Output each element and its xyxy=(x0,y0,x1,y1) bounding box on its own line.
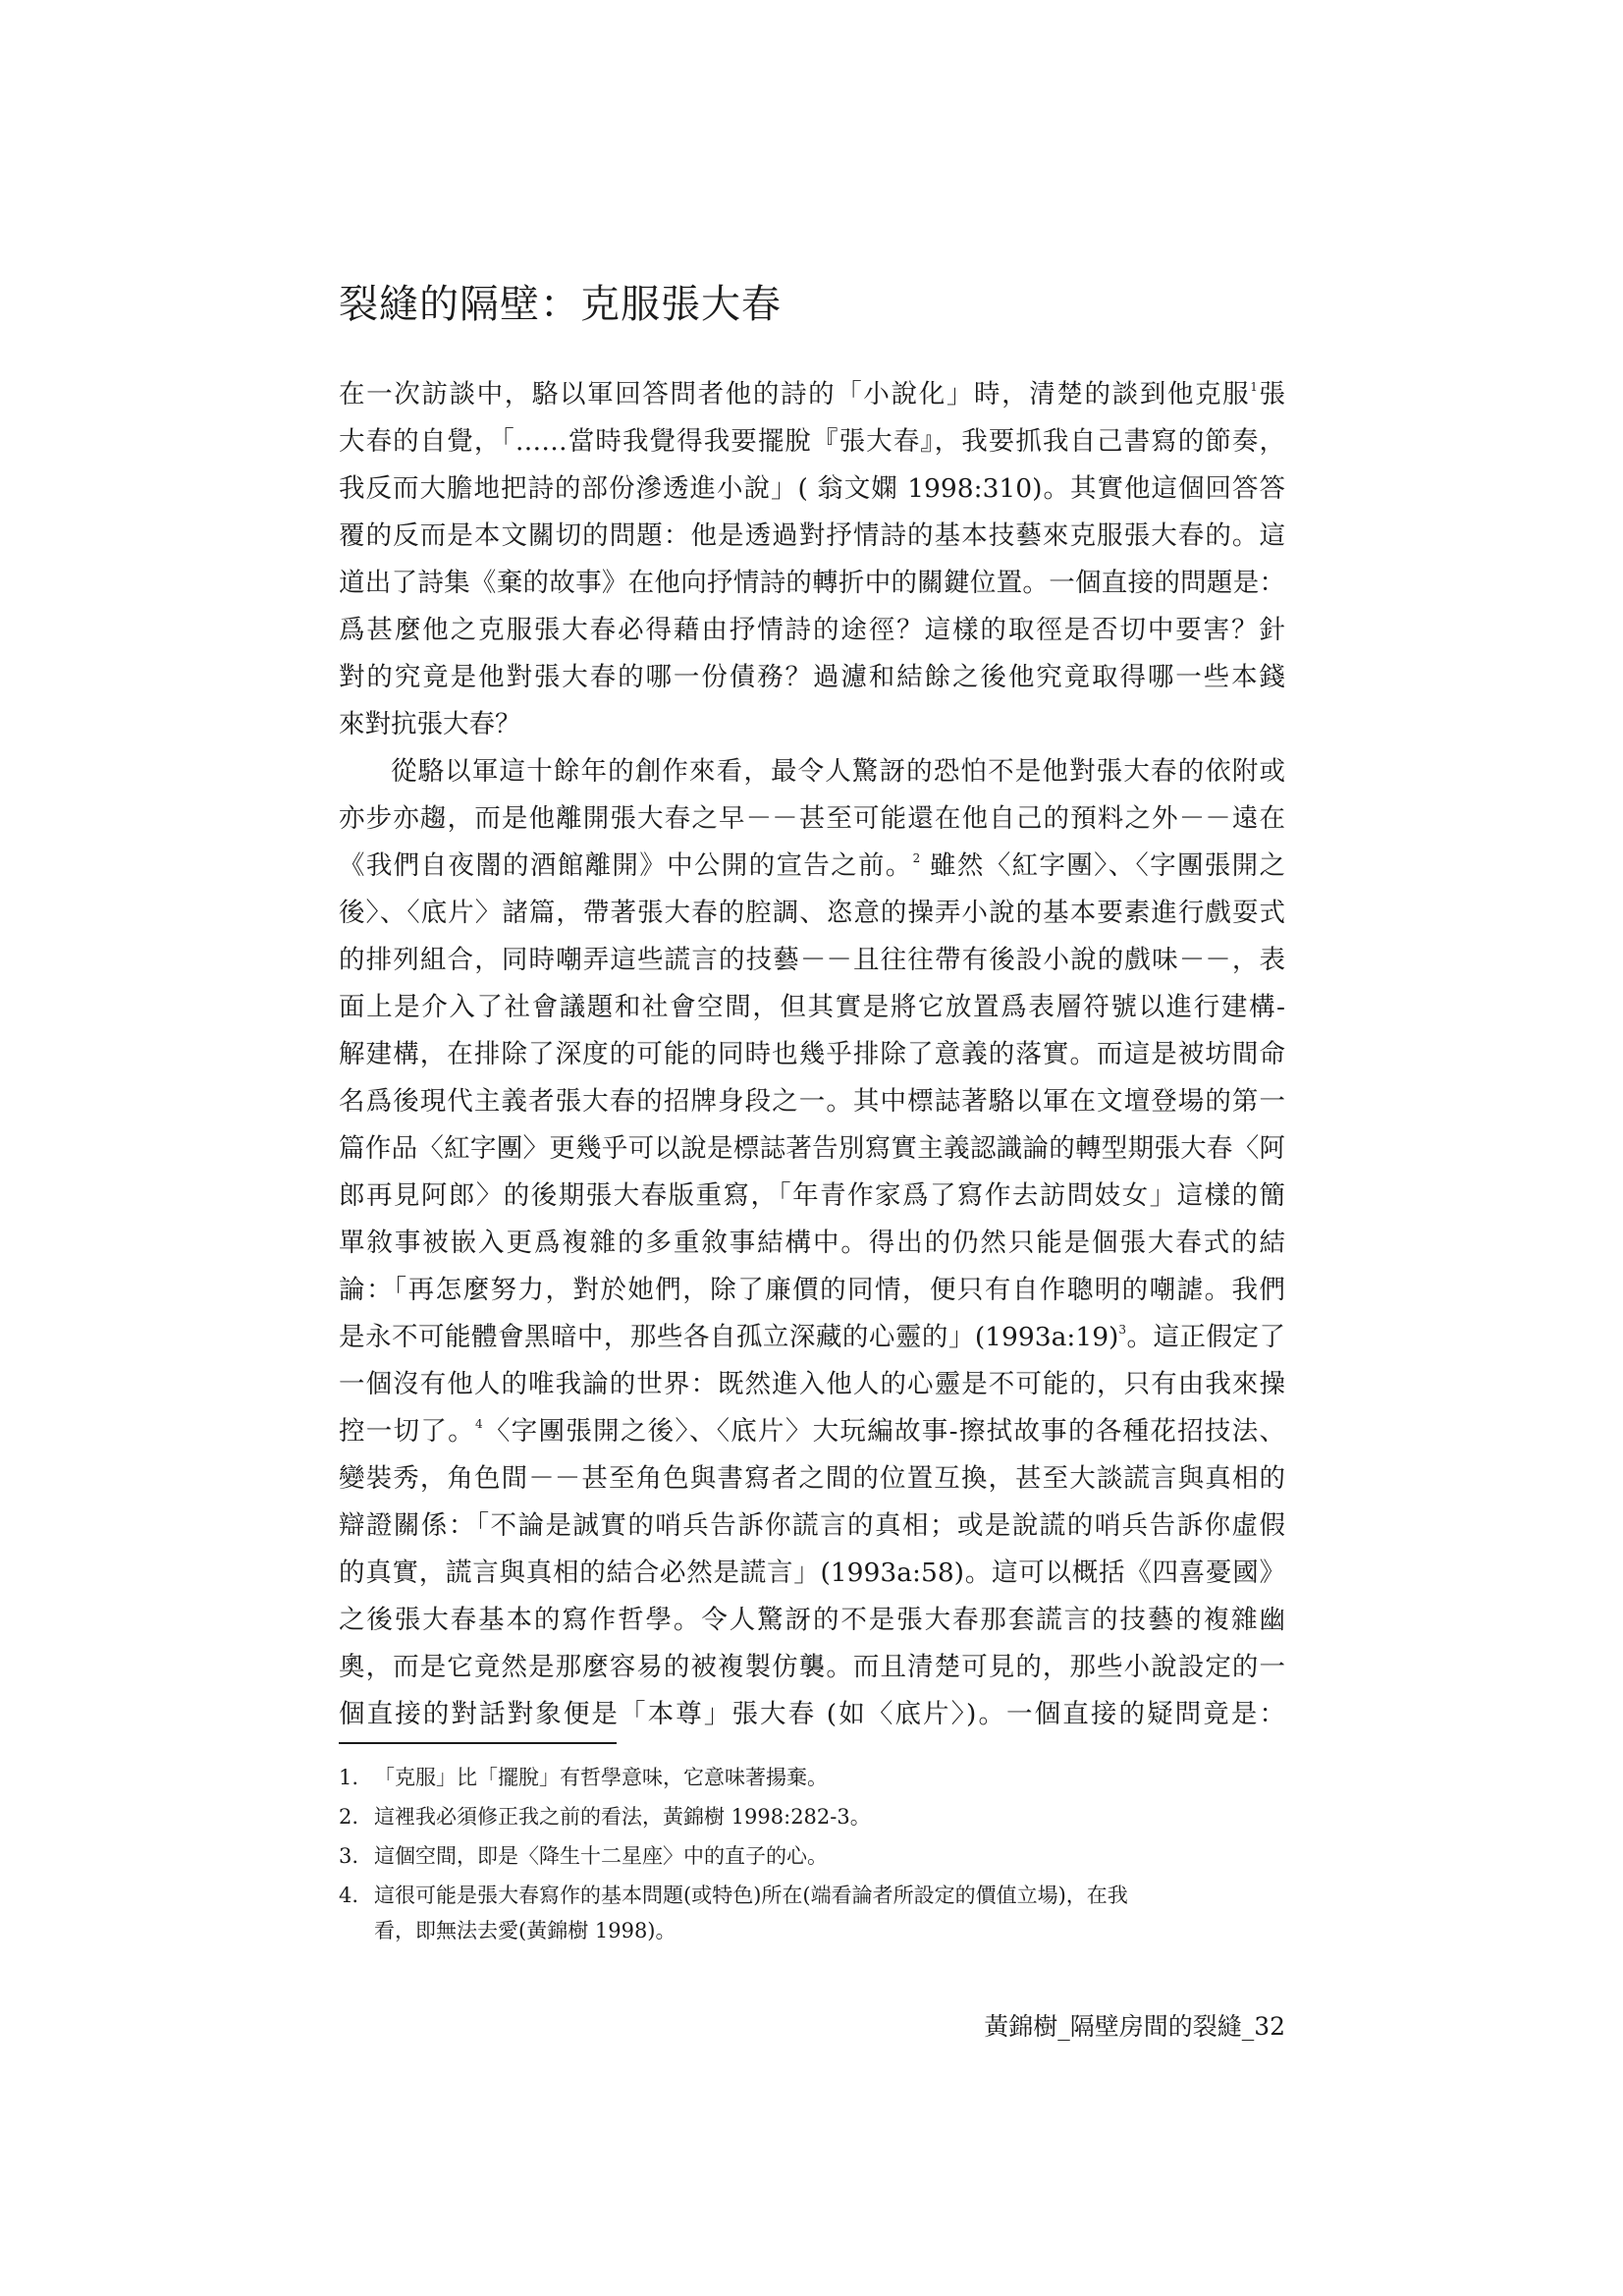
text-line: 我反而大膽地把詩的部份滲透進小說」( 翁文嫻 1998:310)。其實他這個回答答 xyxy=(339,473,1285,504)
text-line: 單敘事被嵌入更爲複雜的多重敘事結構中。得出的仍然只能是個張大春式的結 xyxy=(339,1228,1285,1258)
footnote-mark[interactable]: 2 xyxy=(912,851,921,865)
text-line-content: 張 xyxy=(1257,379,1286,410)
text-line-content: 《我們自夜闇的酒館離開》中公開的宣告之前。 xyxy=(339,850,913,881)
footnote-mark[interactable]: 1 xyxy=(1250,380,1258,394)
footnote-number: 1. xyxy=(339,1766,359,1789)
text-line: 的排列組合，同時嘲弄這些謊言的技藝－－且往往帶有後設小說的戲味－－，表 xyxy=(339,945,1285,975)
text-line: 面上是介入了社會議題和社會空間，但其實是將它放置爲表層符號以進行建構- xyxy=(339,992,1285,1022)
text-line: 亦步亦趨，而是他離開張大春之早－－甚至可能還在他自己的預料之外－－遠在 xyxy=(339,803,1285,834)
text-line: 論：「再怎麼努力，對於她們，除了廉價的同情，便只有自作聰明的嘲謔。我們 xyxy=(339,1275,1285,1305)
text-line xyxy=(339,371,1285,418)
text-line: 覆的反而是本文關切的問題：他是透過對抒情詩的基本技藝來克服張大春的。這 xyxy=(339,520,1285,551)
footnote-line: 「克服」比「擺脫」有哲學意味，它意味著揚棄。 xyxy=(374,1766,828,1789)
text-line: 郎再見阿郎〉的後期張大春版重寫，「年青作家爲了寫作去訪問妓女」這樣的簡 xyxy=(339,1180,1285,1211)
text-line: 一個沒有他人的唯我論的世界：既然進入他人的心靈是不可能的，只有由我來操 xyxy=(339,1369,1285,1399)
footnote-number: 2. xyxy=(339,1805,359,1829)
text-line: 解建構，在排除了深度的可能的同時也幾乎排除了意義的落實。而這是被坊間命 xyxy=(339,1039,1285,1069)
text-line xyxy=(339,1314,1285,1361)
text-line-content: 是永不可能體會黑暗中，那些各自孤立深藏的心靈的」(1993a:19) xyxy=(339,1322,1119,1352)
text-line: 之後張大春基本的寫作哲學。令人驚訝的不是張大春那套謊言的技藝的複雜幽 xyxy=(339,1605,1285,1635)
paragraph-1 xyxy=(339,371,1285,748)
text-line: 從駱以軍這十餘年的創作來看，最令人驚訝的恐怕不是他對張大春的依附或 xyxy=(391,756,1285,787)
text-line xyxy=(339,843,1285,890)
text-line: 爲甚麼他之克服張大春必得藉由抒情詩的途徑？這樣的取徑是否切中要害？針 xyxy=(339,615,1285,645)
text-line: 個直接的對話對象便是「本尊」張大春 (如〈底片〉)。一個直接的疑問竟是： xyxy=(339,1699,1285,1729)
text-line: 的真實，謊言與真相的結合必然是謊言」(1993a:58)。這可以概括《四喜憂國》 xyxy=(339,1558,1285,1588)
footnote-text xyxy=(374,1760,1285,1795)
text-line: 變裝秀，角色間－－甚至角色與書寫者之間的位置互換，甚至大談謊言與真相的 xyxy=(339,1463,1285,1494)
footnote-text xyxy=(374,1878,1285,1948)
text-line: 來對抗張大春？ xyxy=(339,709,521,739)
footnote-3 xyxy=(339,1838,1285,1874)
footnotes-section xyxy=(339,1760,1285,1952)
footnote-divider xyxy=(339,1742,617,1744)
text-line: 大春的自覺，「……當時我覺得我要擺脫『張大春』，我要抓我自己書寫的節奏， xyxy=(339,426,1285,457)
article-body xyxy=(339,371,1285,1738)
footnote-text xyxy=(374,1838,1285,1874)
footnote-1 xyxy=(339,1760,1285,1795)
text-line: 道出了詩集《棄的故事》在他向抒情詩的轉折中的關鍵位置。一個直接的問題是： xyxy=(339,568,1285,598)
text-line-content: 控一切了。 xyxy=(339,1416,475,1447)
text-line-content: 〈字團張開之後〉、〈底片〉大玩編故事-擦拭故事的各種花招技法、 xyxy=(482,1416,1285,1447)
footnote-number: 3. xyxy=(339,1844,359,1868)
footnote-line: 這很可能是張大春寫作的基本問題(或特色)所在(端看論者所設定的價值立場)，在我 xyxy=(374,1884,1128,1907)
footnote-line: 看，即無法去愛(黃錦樹 1998)。 xyxy=(374,1919,676,1942)
page-footer: 黃錦樹_隔壁房間的裂縫_32 xyxy=(984,2012,1285,2041)
text-line: 奧，而是它竟然是那麼容易的被複製仿襲。而且清楚可見的，那些小說設定的一 xyxy=(339,1652,1285,1682)
paragraph-2 xyxy=(339,748,1285,1738)
footnote-2 xyxy=(339,1799,1285,1834)
footnote-mark[interactable]: 4 xyxy=(474,1417,483,1431)
footnote-number: 4. xyxy=(339,1884,359,1907)
footnote-line: 這個空間，即是〈降生十二星座〉中的直子的心。 xyxy=(374,1844,828,1868)
text-line: 篇作品〈紅字團〉更幾乎可以說是標誌著告別寫實主義認識論的轉型期張大春〈阿 xyxy=(339,1133,1285,1164)
text-line: 對的究竟是他對張大春的哪一份債務？過濾和結餘之後他究竟取得哪一些本錢 xyxy=(339,662,1285,692)
footnote-line: 這裡我必須修正我之前的看法，黃錦樹 1998:282-3。 xyxy=(374,1805,871,1829)
footnote-4 xyxy=(339,1878,1285,1948)
text-line xyxy=(339,1408,1285,1455)
footnote-text xyxy=(374,1799,1285,1834)
text-line-content: 雖然〈紅字團〉、〈字團張開之 xyxy=(920,850,1285,881)
text-line: 辯證關係：「不論是誠實的哨兵告訴你謊言的真相；或是說謊的哨兵告訴你虛假 xyxy=(339,1510,1285,1541)
footnote-mark[interactable]: 3 xyxy=(1118,1323,1127,1337)
text-line-content: 。這正假定了 xyxy=(1126,1322,1285,1352)
text-line: 後〉、〈底片〉諸篇，帶著張大春的腔調、恣意的操弄小說的基本要素進行戲耍式 xyxy=(339,898,1285,928)
text-line: 名爲後現代主義者張大春的招牌身段之一。其中標誌著駱以軍在文壇登場的第一 xyxy=(339,1086,1285,1117)
article-title: 裂縫的隔壁：克服張大春 xyxy=(339,282,782,327)
text-line-content: 在一次訪談中，駱以軍回答問者他的詩的「小說化」時，清楚的談到他克服 xyxy=(339,379,1251,410)
